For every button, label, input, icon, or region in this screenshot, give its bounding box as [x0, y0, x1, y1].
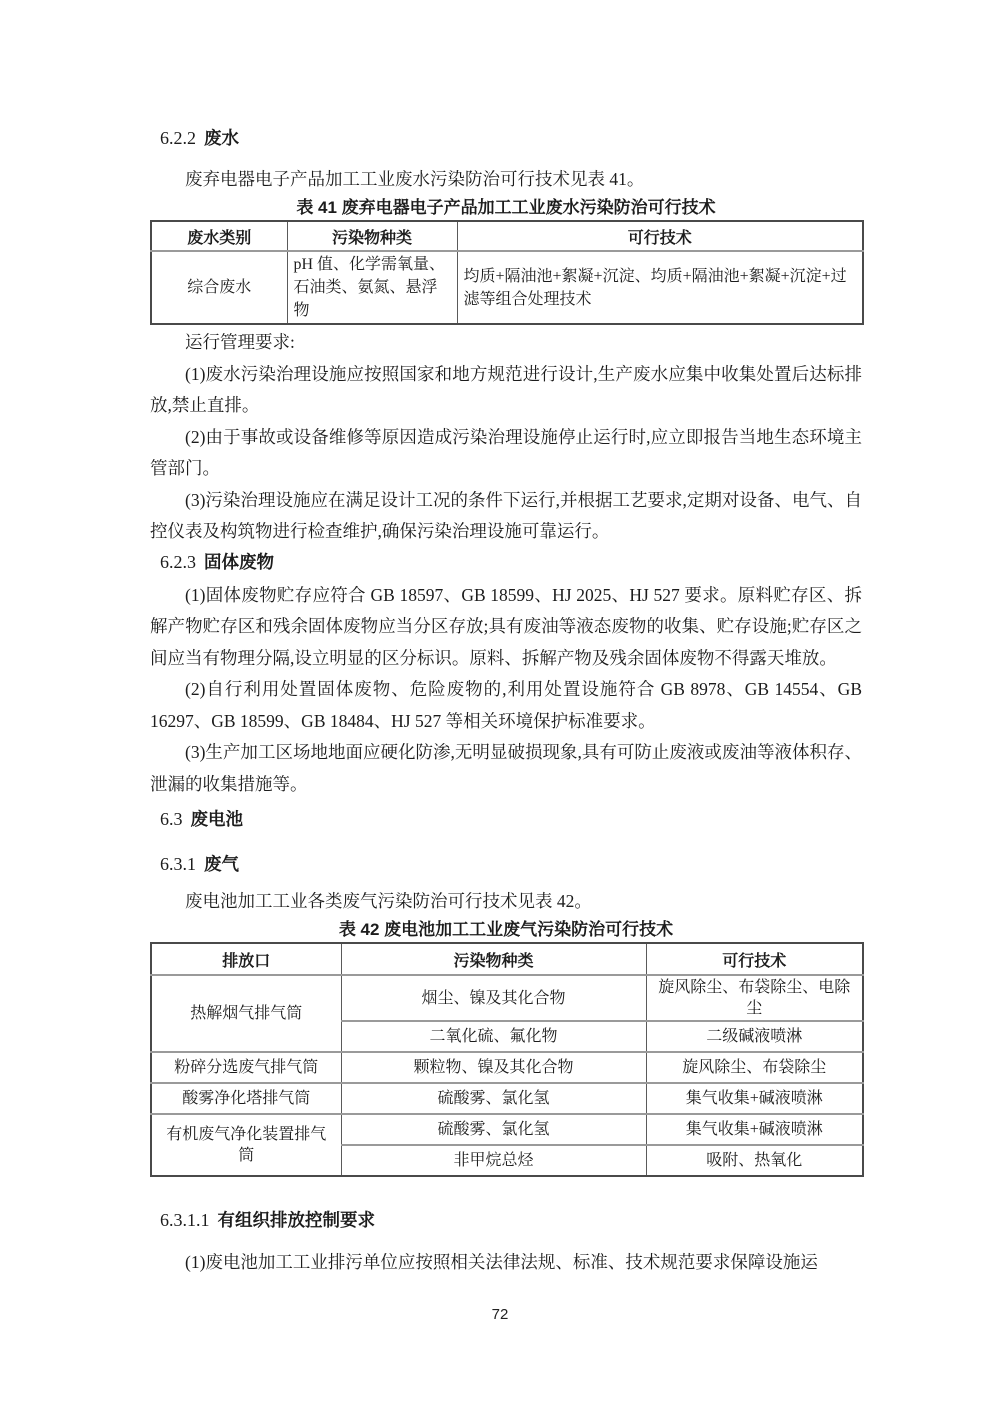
table42-cell-pollutants: 颗粒物、镍及其化合物	[341, 1052, 646, 1083]
heading-6-2-3	[160, 549, 862, 575]
table42-row-pyrolysis-1	[151, 975, 863, 1021]
heading-6-2-2	[160, 125, 862, 151]
table41-header-row	[151, 221, 863, 251]
table-42	[150, 942, 864, 1177]
paragraph-organized-emission: (1)废电池加工工业排污单位应按照相关法律法规、标准、技术规范要求保障设施运	[185, 1252, 818, 1272]
heading-title: 废水	[204, 128, 239, 148]
table42-cell-outlet-organic: 有机废气净化装置排气筒	[151, 1114, 341, 1176]
table42-header-pollutant-types: 污染物种类	[341, 943, 646, 975]
table41-cell-pollutants: pH 值、化学需氧量、石油类、氨氮、悬浮物	[287, 251, 457, 324]
paragraph-intro-table41: 废弃电器电子产品加工工业废水污染防治可行技术见表 41。	[185, 169, 645, 189]
table-41	[150, 220, 864, 325]
table42-header-row	[151, 943, 863, 975]
table41-row	[151, 251, 863, 324]
solid-waste-block	[150, 580, 862, 801]
paragraph-ops-1: (1)废水污染治理设施应按照国家和地方规范进行设计,生产废水应集中收集处置后达标排放,禁止直排。	[150, 363, 862, 415]
paragraph-solid-2: (2)自行利用处置固体废物、危险废物的,利用处置设施符合 GB 8978、GB 14554、GB 16297、GB 18599、GB 18484、HJ 527 等相关环境保护标准要求。	[150, 679, 862, 731]
table41-cell-tech: 均质+隔油池+絮凝+沉淀、均质+隔油池+絮凝+沉淀+过滤等组合处理技术	[457, 251, 863, 324]
heading-6-3	[160, 806, 862, 832]
paragraph-ops-3: (3)污染治理设施应在满足设计工况的条件下运行,并根据工艺要求,定期对设备、电气、自控仪表及构筑物进行检查维护,确保污染治理设施可靠运行。	[150, 489, 862, 541]
heading-number: 6.3	[160, 809, 183, 829]
table42-caption: 表 42 废电池加工工业废气污染防治可行技术	[338, 920, 674, 939]
page-number: 72	[491, 1306, 509, 1323]
heading-number: 6.2.3	[160, 551, 196, 572]
table42-header-feasible-tech: 可行技术	[646, 943, 863, 975]
table42-cell-tech: 旋风除尘、布袋除尘	[646, 1052, 863, 1083]
table42-cell-tech: 集气收集+碱液喷淋	[646, 1114, 863, 1145]
table42-cell-tech: 集气收集+碱液喷淋	[646, 1083, 863, 1114]
page-content	[150, 0, 862, 1278]
table41-header-feasible-tech: 可行技术	[457, 221, 863, 251]
paragraph-ops-title: 运行管理要求:	[185, 332, 295, 352]
heading-title: 废电池	[190, 809, 243, 829]
heading-title: 固体废物	[204, 551, 274, 572]
table42-row-acid-mist	[151, 1083, 863, 1114]
paragraph-intro-table42: 废电池加工工业各类废气污染防治可行技术见表 42。	[185, 891, 592, 911]
table41-header-wastewater-category: 废水类别	[151, 221, 287, 251]
heading-number: 6.3.1.1	[160, 1210, 210, 1230]
table42-cell-pollutants: 硫酸雾、氯化氢	[341, 1083, 646, 1114]
table42-row-crushing	[151, 1052, 863, 1083]
table42-cell-tech: 二级碱液喷淋	[646, 1021, 863, 1052]
paragraph-solid-1: (1)固体废物贮存应符合 GB 18597、GB 18599、HJ 2025、HJ 527 要求。原料贮存区、拆解产物贮存区和残余固体废物应当分区存放;具有废油等液态废物的收集、贮存设施;贮存区之间应当有物理分隔,设立明显的区分标识。原料、拆解产物及残余固体废物不得露天堆放。	[150, 584, 862, 668]
paragraph-ops-2: (2)由于事故或设备维修等原因造成污染治理设施停止运行时,应立即报告当地生态环境主管部门。	[150, 426, 862, 478]
table41-cell-category: 综合废水	[151, 251, 287, 324]
paragraph-solid-3: (3)生产加工区场地地面应硬化防渗,无明显破损现象,具有可防止废液或废油等液体积存、泄漏的收集措施等。	[150, 742, 862, 794]
table42-cell-pollutants: 烟尘、镍及其化合物	[341, 975, 646, 1021]
heading-6-3-1	[160, 851, 862, 877]
table42-cell-pollutants: 二氧化硫、氟化物	[341, 1021, 646, 1052]
table42-cell-tech: 旋风除尘、布袋除尘、电除尘	[646, 975, 863, 1021]
table42-cell-outlet-crushing: 粉碎分选废气排气筒	[151, 1052, 341, 1083]
table42-cell-outlet-pyrolysis: 热解烟气排气筒	[151, 975, 341, 1052]
heading-6-3-1-1	[160, 1207, 862, 1233]
table42-header-outlet: 排放口	[151, 943, 341, 975]
table41-header-pollutant-types: 污染物种类	[287, 221, 457, 251]
heading-number: 6.2.2	[160, 128, 196, 148]
table42-cell-pollutants: 非甲烷总烃	[341, 1145, 646, 1176]
table41-caption: 表 41 废弃电器电子产品加工工业废水污染防治可行技术	[296, 198, 716, 217]
table42-cell-outlet-acid-mist: 酸雾净化塔排气筒	[151, 1083, 341, 1114]
heading-number: 6.3.1	[160, 854, 196, 874]
heading-title: 废气	[204, 854, 239, 874]
heading-title: 有组织排放控制要求	[217, 1210, 375, 1230]
table42-cell-tech: 吸附、热氧化	[646, 1145, 863, 1176]
operation-requirements-block	[150, 327, 862, 548]
table42-cell-pollutants: 硫酸雾、氯化氢	[341, 1114, 646, 1145]
table42-row-organic-1	[151, 1114, 863, 1145]
